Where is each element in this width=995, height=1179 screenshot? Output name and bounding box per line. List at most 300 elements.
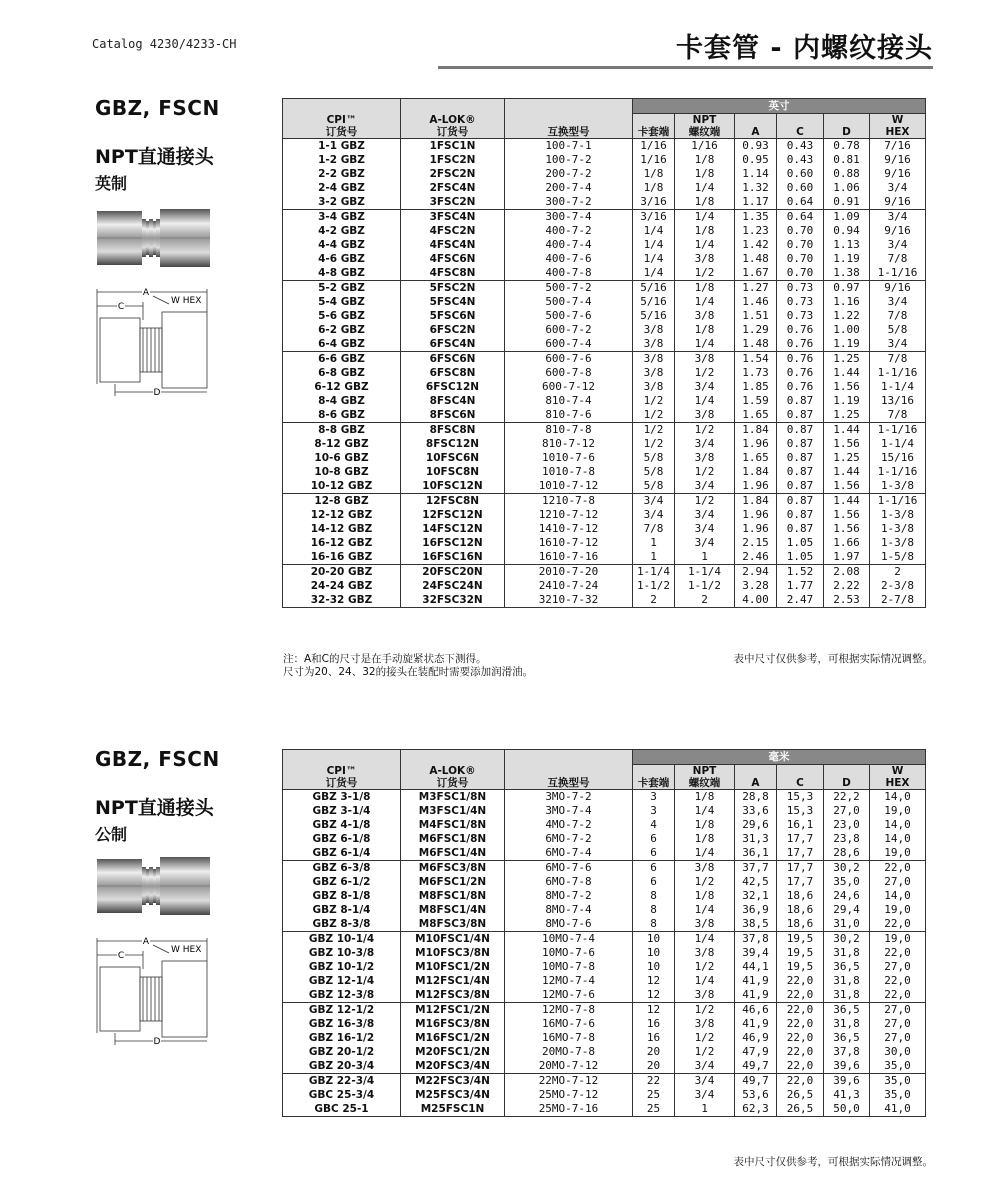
tube-end-cell: 16 xyxy=(633,1031,675,1045)
w-hex-cell: 15/16 xyxy=(870,451,926,465)
col-d: D xyxy=(824,114,870,139)
dim-a-cell: 1.67 xyxy=(735,266,777,281)
table-row xyxy=(283,508,926,522)
alok-part-cell: 3FSC2N xyxy=(401,195,505,210)
w-hex-cell: 9/16 xyxy=(870,153,926,167)
cpi-part-cell: 2-4 GBZ xyxy=(283,181,401,195)
dim-a-cell: 1.96 xyxy=(735,522,777,536)
dim-d-cell: 1.19 xyxy=(824,252,870,266)
dim-c-cell: 0.76 xyxy=(777,337,824,352)
cpi-part-cell: 14-12 GBZ xyxy=(283,522,401,536)
alok-part-cell: M25FSC3/4N xyxy=(401,1088,505,1102)
tube-end-cell: 1 xyxy=(633,550,675,565)
dim-c-cell: 0.87 xyxy=(777,508,824,522)
dim-a-cell: 41,9 xyxy=(735,974,777,988)
table-row xyxy=(283,932,926,947)
product-name: NPT直通接头 xyxy=(95,146,214,168)
tube-end-cell: 3 xyxy=(633,804,675,818)
tube-end-cell: 6 xyxy=(633,875,675,889)
interchange-cell: 600-7-2 xyxy=(505,323,633,337)
cpi-part-cell: 3-4 GBZ xyxy=(283,210,401,225)
dim-c-cell: 0.73 xyxy=(777,309,824,323)
dim-d-cell: 36,5 xyxy=(824,960,870,974)
w-hex-cell: 2-7/8 xyxy=(870,593,926,608)
product-code: GBZ, FSCN xyxy=(95,747,220,771)
w-hex-cell: 41,0 xyxy=(870,1102,926,1117)
w-hex-cell: 14,0 xyxy=(870,818,926,832)
tube-end-cell: 1/2 xyxy=(633,408,675,423)
cpi-part-cell: GBZ 8-3/8 xyxy=(283,917,401,932)
w-hex-cell: 27,0 xyxy=(870,1017,926,1031)
dim-c-cell: 17,7 xyxy=(777,832,824,846)
dimension-diagram xyxy=(95,933,215,1048)
tube-end-cell: 1/8 xyxy=(633,167,675,181)
tube-end-cell: 22 xyxy=(633,1074,675,1089)
table-row xyxy=(283,593,926,608)
table-row xyxy=(283,238,926,252)
dim-a-cell: 1.48 xyxy=(735,252,777,266)
alok-part-cell: 6FSC4N xyxy=(401,337,505,352)
fitting-photo xyxy=(97,209,210,267)
table-row xyxy=(283,579,926,593)
dim-a-cell: 49,7 xyxy=(735,1074,777,1089)
reference-note: 表中尺寸仅供参考，可根据实际情况调整。 xyxy=(733,653,933,665)
tube-end-cell: 7/8 xyxy=(633,522,675,536)
npt-cell: 3/8 xyxy=(675,451,735,465)
cpi-part-cell: 1-1 GBZ xyxy=(283,139,401,154)
alok-part-cell: 10FSC6N xyxy=(401,451,505,465)
tube-end-cell: 2 xyxy=(633,593,675,608)
tube-end-cell: 12 xyxy=(633,1003,675,1018)
col-tube-end: 卡套端 xyxy=(633,114,675,139)
dim-c-cell: 1.77 xyxy=(777,579,824,593)
npt-cell: 2 xyxy=(675,593,735,608)
title-rule xyxy=(438,66,933,69)
dimension-diagram xyxy=(95,284,215,399)
section-metric-heading xyxy=(95,747,220,845)
dim-a-cell: 1.17 xyxy=(735,195,777,210)
dim-a-cell: 44,1 xyxy=(735,960,777,974)
dim-d-cell: 1.44 xyxy=(824,494,870,509)
reference-note: 表中尺寸仅供参考，可根据实际情况调整。 xyxy=(733,1156,933,1168)
alok-part-cell: M8FSC1/8N xyxy=(401,889,505,903)
cpi-part-cell: GBC 25-3/4 xyxy=(283,1088,401,1102)
tube-end-cell: 3/8 xyxy=(633,352,675,367)
npt-cell: 3/4 xyxy=(675,1059,735,1074)
interchange-cell: 600-7-4 xyxy=(505,337,633,352)
table-row xyxy=(283,366,926,380)
npt-cell: 1 xyxy=(675,550,735,565)
col-interchange: 互换型号 xyxy=(505,114,633,139)
w-hex-cell: 27,0 xyxy=(870,960,926,974)
cpi-part-cell: GBZ 3-1/8 xyxy=(283,790,401,805)
w-hex-cell: 1-1/16 xyxy=(870,423,926,438)
interchange-cell: 100-7-1 xyxy=(505,139,633,154)
interchange-cell: 25MO-7-16 xyxy=(505,1102,633,1117)
unit-header: 毫米 xyxy=(633,750,926,765)
interchange-cell: 12MO-7-8 xyxy=(505,1003,633,1018)
dim-d-cell: 2.53 xyxy=(824,593,870,608)
dim-a-cell: 62,3 xyxy=(735,1102,777,1117)
alok-part-cell: 5FSC2N xyxy=(401,281,505,296)
alok-part-cell: 4FSC2N xyxy=(401,224,505,238)
alok-part-cell: M20FSC3/4N xyxy=(401,1059,505,1074)
dim-c-cell: 15,3 xyxy=(777,790,824,805)
tube-end-cell: 3/4 xyxy=(633,508,675,522)
alok-part-cell: 5FSC6N xyxy=(401,309,505,323)
interchange-cell: 500-7-2 xyxy=(505,281,633,296)
dim-whex-label: W HEX xyxy=(171,296,202,306)
dim-whex-label: W HEX xyxy=(171,945,202,955)
w-hex-cell: 14,0 xyxy=(870,790,926,805)
table-row xyxy=(283,295,926,309)
w-hex-cell: 14,0 xyxy=(870,832,926,846)
alok-part-cell: 8FSC12N xyxy=(401,437,505,451)
dim-c-cell: 26,5 xyxy=(777,1088,824,1102)
table-row xyxy=(283,917,926,932)
cpi-part-cell: 4-8 GBZ xyxy=(283,266,401,281)
dim-d-cell: 31,8 xyxy=(824,1017,870,1031)
w-hex-cell: 9/16 xyxy=(870,224,926,238)
interchange-cell: 6MO-7-8 xyxy=(505,875,633,889)
cpi-part-cell: GBZ 8-1/8 xyxy=(283,889,401,903)
w-hex-cell: 35,0 xyxy=(870,1088,926,1102)
table-row xyxy=(283,1045,926,1059)
interchange-cell: 6MO-7-6 xyxy=(505,861,633,876)
interchange-cell: 600-7-6 xyxy=(505,352,633,367)
dim-c-cell: 0.73 xyxy=(777,281,824,296)
interchange-cell: 3MO-7-4 xyxy=(505,804,633,818)
product-series: 英制 xyxy=(95,174,128,193)
dim-a-cell: 4.00 xyxy=(735,593,777,608)
alok-part-cell: 5FSC4N xyxy=(401,295,505,309)
alok-part-cell: M10FSC1/4N xyxy=(401,932,505,947)
dim-c-cell: 19,5 xyxy=(777,946,824,960)
cpi-part-cell: GBZ 22-3/4 xyxy=(283,1074,401,1089)
col-cpi: CPI™ 订货号 xyxy=(283,765,401,790)
alok-part-cell: 3FSC4N xyxy=(401,210,505,225)
alok-part-cell: 1FSC1N xyxy=(401,139,505,154)
dim-a-cell: 1.73 xyxy=(735,366,777,380)
dim-a-cell: 1.96 xyxy=(735,479,777,494)
npt-cell: 3/8 xyxy=(675,408,735,423)
dim-a-cell: 49,7 xyxy=(735,1059,777,1074)
cpi-part-cell: GBZ 20-3/4 xyxy=(283,1059,401,1074)
alok-part-cell: M12FSC1/4N xyxy=(401,974,505,988)
npt-cell: 3/8 xyxy=(675,988,735,1003)
dim-a-cell: 1.84 xyxy=(735,465,777,479)
dim-a-cell: 1.23 xyxy=(735,224,777,238)
w-hex-cell: 1-3/8 xyxy=(870,522,926,536)
interchange-cell: 20MO-7-8 xyxy=(505,1045,633,1059)
dim-a-cell: 1.46 xyxy=(735,295,777,309)
dim-d-label: D xyxy=(153,1037,161,1047)
col-c: C xyxy=(777,114,824,139)
dim-d-cell: 28,6 xyxy=(824,846,870,861)
w-hex-cell: 19,0 xyxy=(870,846,926,861)
table-row xyxy=(283,408,926,423)
w-hex-cell: 1-3/8 xyxy=(870,479,926,494)
interchange-cell: 810-7-4 xyxy=(505,394,633,408)
alok-part-cell: M6FSC1/2N xyxy=(401,875,505,889)
dim-a-cell: 1.35 xyxy=(735,210,777,225)
cpi-part-cell: GBZ 12-3/8 xyxy=(283,988,401,1003)
dim-a-cell: 32,1 xyxy=(735,889,777,903)
dim-a-cell: 1.84 xyxy=(735,423,777,438)
npt-cell: 1/4 xyxy=(675,210,735,225)
w-hex-cell: 3/4 xyxy=(870,295,926,309)
dim-a-cell: 37,7 xyxy=(735,861,777,876)
w-hex-cell: 1-5/8 xyxy=(870,550,926,565)
npt-cell: 1/8 xyxy=(675,790,735,805)
w-hex-cell: 1-1/16 xyxy=(870,494,926,509)
cpi-part-cell: GBZ 16-3/8 xyxy=(283,1017,401,1031)
dim-d-cell: 31,8 xyxy=(824,946,870,960)
interchange-cell: 300-7-2 xyxy=(505,195,633,210)
dim-c-cell: 0.64 xyxy=(777,210,824,225)
interchange-cell: 3MO-7-2 xyxy=(505,790,633,805)
interchange-cell: 8MO-7-4 xyxy=(505,903,633,917)
dim-d-cell: 36,5 xyxy=(824,1003,870,1018)
table-row xyxy=(283,1059,926,1074)
table-row xyxy=(283,139,926,154)
dim-d-cell: 35,0 xyxy=(824,875,870,889)
alok-part-cell: M8FSC1/4N xyxy=(401,903,505,917)
interchange-cell: 400-7-4 xyxy=(505,238,633,252)
dim-d-cell: 1.56 xyxy=(824,522,870,536)
w-hex-cell: 7/8 xyxy=(870,309,926,323)
npt-cell: 1/2 xyxy=(675,1045,735,1059)
table-row xyxy=(283,465,926,479)
interchange-cell: 3210-7-32 xyxy=(505,593,633,608)
table-row xyxy=(283,479,926,494)
table-row xyxy=(283,536,926,550)
tube-end-cell: 5/8 xyxy=(633,451,675,465)
table-row xyxy=(283,181,926,195)
w-hex-cell: 22,0 xyxy=(870,917,926,932)
tube-end-cell: 5/8 xyxy=(633,479,675,494)
dim-a-cell: 2.15 xyxy=(735,536,777,550)
dim-d-cell: 0.94 xyxy=(824,224,870,238)
dim-a-cell: 1.54 xyxy=(735,352,777,367)
alok-part-cell: M16FSC1/2N xyxy=(401,1031,505,1045)
dim-d-cell: 23,8 xyxy=(824,832,870,846)
dim-c-cell: 22,0 xyxy=(777,1059,824,1074)
col-w-hex: W HEX xyxy=(870,765,926,790)
interchange-cell: 600-7-12 xyxy=(505,380,633,394)
npt-cell: 3/8 xyxy=(675,1017,735,1031)
tube-end-cell: 3/8 xyxy=(633,323,675,337)
alok-part-cell: 4FSC6N xyxy=(401,252,505,266)
dim-d-cell: 39,6 xyxy=(824,1059,870,1074)
interchange-cell: 6MO-7-4 xyxy=(505,846,633,861)
dim-c-cell: 0.70 xyxy=(777,224,824,238)
dim-a-cell: 1.27 xyxy=(735,281,777,296)
dim-c-cell: 0.43 xyxy=(777,139,824,154)
dim-c-cell: 0.60 xyxy=(777,167,824,181)
w-hex-cell: 1-3/8 xyxy=(870,536,926,550)
dim-c-cell: 0.70 xyxy=(777,238,824,252)
tube-end-cell: 1/4 xyxy=(633,252,675,266)
dim-c-cell: 1.05 xyxy=(777,550,824,565)
tube-end-cell: 3/16 xyxy=(633,195,675,210)
interchange-cell: 200-7-2 xyxy=(505,167,633,181)
dim-c-cell: 19,5 xyxy=(777,960,824,974)
table-row xyxy=(283,960,926,974)
col-tube-end: 卡套端 xyxy=(633,765,675,790)
dim-c-label: C xyxy=(117,302,125,312)
alok-part-cell: M10FSC1/2N xyxy=(401,960,505,974)
dim-d-cell: 1.13 xyxy=(824,238,870,252)
w-hex-cell: 22,0 xyxy=(870,974,926,988)
dim-c-cell: 0.76 xyxy=(777,323,824,337)
dim-a-label: A xyxy=(142,288,150,298)
cpi-part-cell: 8-8 GBZ xyxy=(283,423,401,438)
dim-d-cell: 1.25 xyxy=(824,408,870,423)
tube-end-cell: 5/16 xyxy=(633,295,675,309)
dim-c-cell: 22,0 xyxy=(777,1031,824,1045)
table-row xyxy=(283,1017,926,1031)
tube-end-cell: 1/2 xyxy=(633,437,675,451)
metric-dimensions-table xyxy=(282,749,926,1117)
npt-cell: 1/8 xyxy=(675,195,735,210)
dim-d-cell: 1.38 xyxy=(824,266,870,281)
dim-d-cell: 27,0 xyxy=(824,804,870,818)
npt-cell: 1/8 xyxy=(675,832,735,846)
col-a: A xyxy=(735,114,777,139)
dim-d-cell: 1.25 xyxy=(824,451,870,465)
w-hex-cell: 9/16 xyxy=(870,281,926,296)
interchange-cell: 600-7-8 xyxy=(505,366,633,380)
w-hex-cell: 3/4 xyxy=(870,210,926,225)
npt-cell: 1/4 xyxy=(675,295,735,309)
dim-c-cell: 0.76 xyxy=(777,380,824,394)
table-row xyxy=(283,380,926,394)
w-hex-cell: 19,0 xyxy=(870,932,926,947)
interchange-cell: 1610-7-16 xyxy=(505,550,633,565)
cpi-part-cell: GBZ 10-3/8 xyxy=(283,946,401,960)
alok-part-cell: 32FSC32N xyxy=(401,593,505,608)
npt-cell: 3/8 xyxy=(675,861,735,876)
cpi-part-cell: GBZ 4-1/8 xyxy=(283,818,401,832)
npt-cell: 1/2 xyxy=(675,494,735,509)
tube-end-cell: 1/4 xyxy=(633,238,675,252)
dim-d-cell: 1.25 xyxy=(824,352,870,367)
tube-end-cell: 1-1/2 xyxy=(633,579,675,593)
w-hex-cell: 22,0 xyxy=(870,861,926,876)
dim-d-cell: 1.44 xyxy=(824,423,870,438)
alok-part-cell: 14FSC12N xyxy=(401,522,505,536)
cpi-part-cell: 10-8 GBZ xyxy=(283,465,401,479)
dim-d-cell: 23,0 xyxy=(824,818,870,832)
dim-d-cell: 1.22 xyxy=(824,309,870,323)
dim-d-cell: 1.56 xyxy=(824,380,870,394)
dim-d-cell: 31,0 xyxy=(824,917,870,932)
npt-cell: 1/4 xyxy=(675,238,735,252)
table-row xyxy=(283,903,926,917)
dim-a-cell: 36,9 xyxy=(735,903,777,917)
w-hex-cell: 1-1/16 xyxy=(870,266,926,281)
dim-c-cell: 0.87 xyxy=(777,394,824,408)
unit-header: 英寸 xyxy=(633,99,926,114)
table-row xyxy=(283,195,926,210)
dim-c-cell: 0.87 xyxy=(777,451,824,465)
dim-d-label: D xyxy=(153,388,161,398)
w-hex-cell: 13/16 xyxy=(870,394,926,408)
interchange-cell: 16MO-7-6 xyxy=(505,1017,633,1031)
tube-end-cell: 1/2 xyxy=(633,423,675,438)
tube-end-cell: 20 xyxy=(633,1045,675,1059)
dim-a-cell: 1.84 xyxy=(735,494,777,509)
cpi-part-cell: 24-24 GBZ xyxy=(283,579,401,593)
cpi-part-cell: 8-12 GBZ xyxy=(283,437,401,451)
interchange-cell: 400-7-8 xyxy=(505,266,633,281)
tube-end-cell: 1/4 xyxy=(633,224,675,238)
tube-end-cell: 12 xyxy=(633,988,675,1003)
cpi-part-cell: 6-12 GBZ xyxy=(283,380,401,394)
dim-a-cell: 0.95 xyxy=(735,153,777,167)
cpi-part-cell: GBZ 6-1/2 xyxy=(283,875,401,889)
dim-c-cell: 18,6 xyxy=(777,917,824,932)
cpi-part-cell: 3-2 GBZ xyxy=(283,195,401,210)
interchange-cell: 16MO-7-8 xyxy=(505,1031,633,1045)
tube-end-cell: 25 xyxy=(633,1102,675,1117)
dim-c-cell: 0.87 xyxy=(777,479,824,494)
w-hex-cell: 19,0 xyxy=(870,903,926,917)
dim-a-cell: 42,5 xyxy=(735,875,777,889)
dim-a-cell: 1.14 xyxy=(735,167,777,181)
table-row xyxy=(283,153,926,167)
dim-d-cell: 50,0 xyxy=(824,1102,870,1117)
interchange-cell: 20MO-7-12 xyxy=(505,1059,633,1074)
alok-part-cell: 6FSC8N xyxy=(401,366,505,380)
table-row xyxy=(283,1074,926,1089)
product-series: 公制 xyxy=(95,825,128,844)
dim-c-cell: 18,6 xyxy=(777,903,824,917)
npt-cell: 1/4 xyxy=(675,974,735,988)
table-row xyxy=(283,323,926,337)
w-hex-cell: 9/16 xyxy=(870,167,926,181)
npt-cell: 1/2 xyxy=(675,1003,735,1018)
interchange-cell: 500-7-4 xyxy=(505,295,633,309)
dim-d-cell: 39,6 xyxy=(824,1074,870,1089)
interchange-cell: 25MO-7-12 xyxy=(505,1088,633,1102)
dim-d-cell: 1.19 xyxy=(824,394,870,408)
npt-cell: 3/4 xyxy=(675,1088,735,1102)
dim-d-cell: 1.56 xyxy=(824,437,870,451)
npt-cell: 1/8 xyxy=(675,889,735,903)
alok-part-cell: M6FSC1/8N xyxy=(401,832,505,846)
dim-c-cell: 15,3 xyxy=(777,804,824,818)
table-row xyxy=(283,309,926,323)
dim-c-cell: 17,7 xyxy=(777,875,824,889)
tube-end-cell: 3/4 xyxy=(633,494,675,509)
tube-end-cell: 1/16 xyxy=(633,153,675,167)
dim-a-cell: 1.65 xyxy=(735,408,777,423)
dim-c-cell: 22,0 xyxy=(777,988,824,1003)
dim-a-cell: 47,9 xyxy=(735,1045,777,1059)
dim-d-cell: 1.56 xyxy=(824,508,870,522)
npt-cell: 1/2 xyxy=(675,1031,735,1045)
npt-cell: 3/4 xyxy=(675,479,735,494)
alok-part-cell: 10FSC12N xyxy=(401,479,505,494)
col-c: C xyxy=(777,765,824,790)
dim-a-cell: 33,6 xyxy=(735,804,777,818)
alok-part-cell: M6FSC3/8N xyxy=(401,861,505,876)
tube-end-cell: 8 xyxy=(633,917,675,932)
table-row xyxy=(283,565,926,580)
dim-a-cell: 1.32 xyxy=(735,181,777,195)
